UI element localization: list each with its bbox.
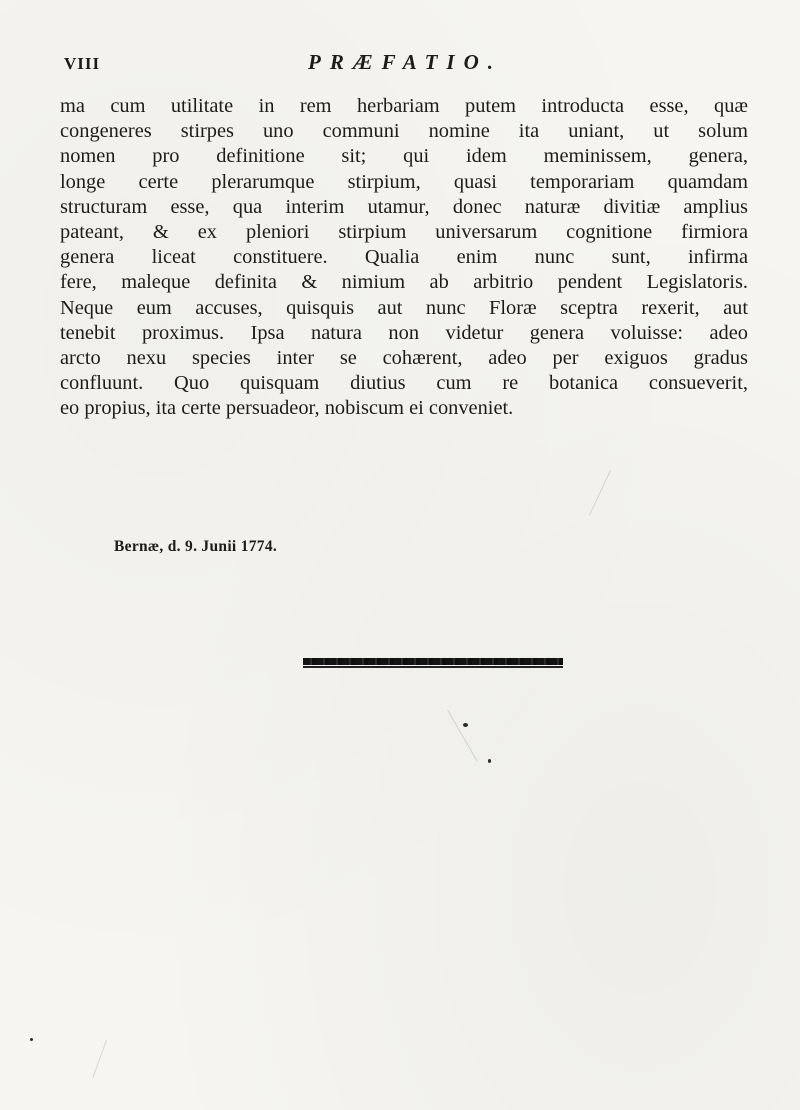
text-line: arcto nexu species inter se cohærent, adeo per exiguos gradus xyxy=(60,347,748,370)
ink-speck xyxy=(488,759,491,763)
text-line: Neque eum accuses, quisquis aut nunc Floræ sceptra rexerit, aut xyxy=(60,296,748,319)
text-line: structuram esse, qua interim utamur, donec naturæ divitiæ amplius xyxy=(60,195,748,218)
dateline: Bernæ, d. 9. Junii 1774. xyxy=(114,538,278,555)
running-head: PRÆFATIO. xyxy=(308,50,502,74)
paper-crease xyxy=(92,1040,107,1078)
text-line: genera liceat constituere. Qualia enim nunc sunt, infirma xyxy=(60,246,748,269)
text-line: pateant, & ex pleniori stirpium universarum cognitione firmiora xyxy=(60,221,748,244)
preface-paragraph xyxy=(60,94,748,422)
text-line: nomen pro definitione sit; qui idem meminissem, genera, xyxy=(60,145,748,168)
ornament-bar xyxy=(303,658,563,665)
tailpiece-ornament xyxy=(303,658,563,668)
page-header xyxy=(64,50,736,80)
paper-crease xyxy=(447,710,478,762)
text-line: eo propius, ita certe persuadeor, nobiscum ei conveniet. xyxy=(60,397,514,420)
page-number: VIII xyxy=(64,54,101,73)
text-line: congeneres stirpes uno communi nomine ita uniant, ut solum xyxy=(60,120,748,143)
ink-speck xyxy=(30,1038,33,1041)
text-line: fere, maleque definita & nimium ab arbitrio pendent Legislatoris. xyxy=(60,271,748,294)
text-line: tenebit proximus. Ipsa natura non videtur genera voluisse: adeo xyxy=(60,321,748,344)
paper-crease xyxy=(589,470,611,516)
text-line: confluunt. Quo quisquam diutius cum re botanica consueverit, xyxy=(60,372,748,395)
text-line: longe certe plerarumque stirpium, quasi temporariam quamdam xyxy=(60,170,748,193)
ornament-rule xyxy=(303,666,563,668)
text-line: ma cum utilitate in rem herbariam putem introducta esse, quæ xyxy=(60,95,748,117)
ink-speck xyxy=(463,723,468,727)
